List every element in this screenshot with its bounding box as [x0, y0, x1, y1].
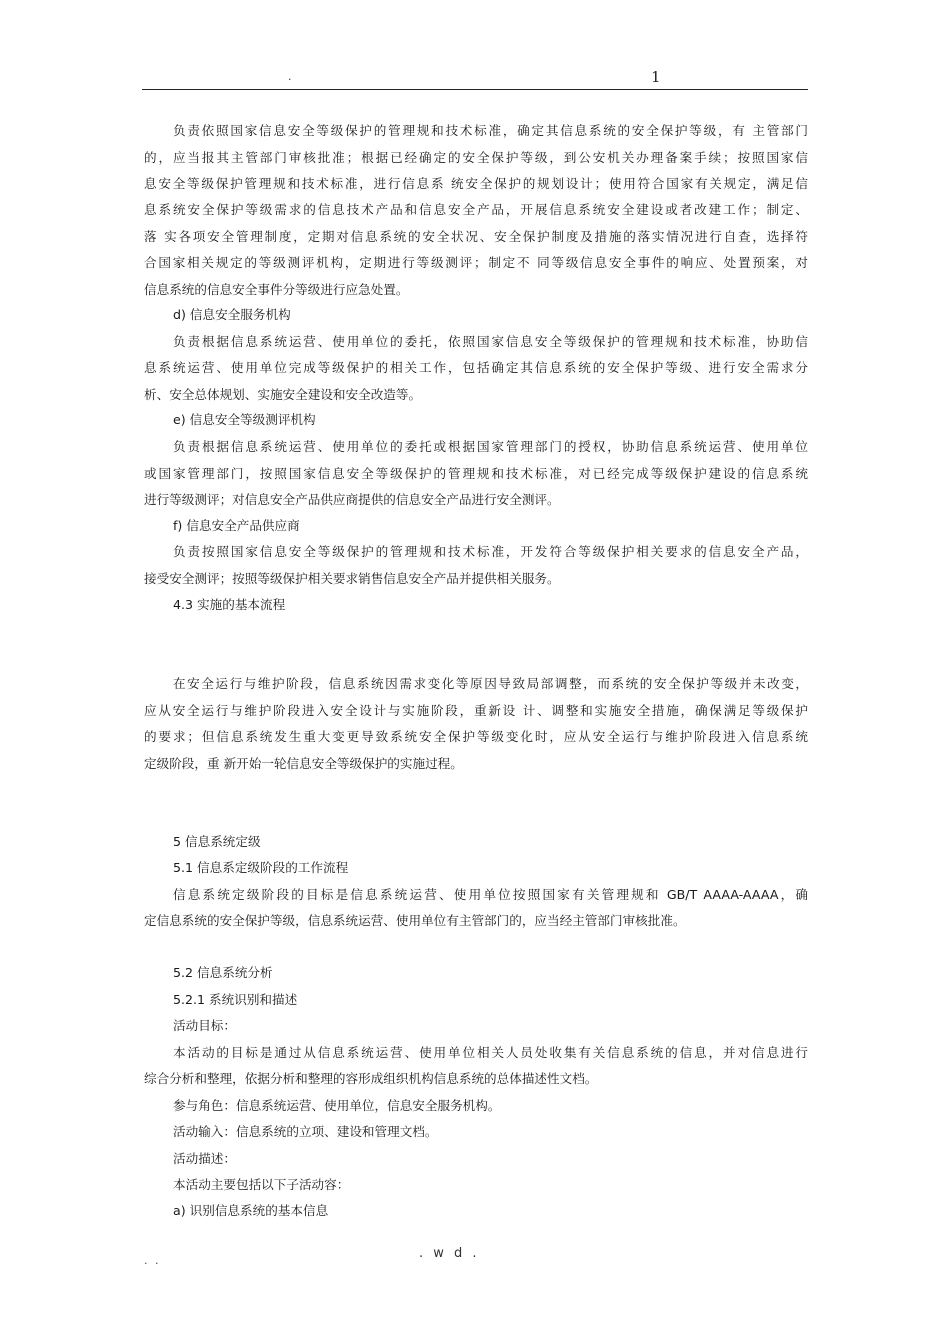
list-heading-d: d) 信息安全服务机构	[173, 307, 291, 322]
paragraph-line: 定信息系统的安全保护等级，信息系统运营、使用单位有主管部门的，应当经主管部门审核批准。	[144, 913, 686, 928]
paragraph-line: 本活动主要包括以下子活动容：	[173, 1177, 350, 1192]
paragraph-line: 信息系统定级阶段的目标是信息系统运营、使用单位按照国家有关管理规和 GB/T AAAA-AAAA，确	[173, 887, 808, 902]
section-heading-5-2-1: 5.2.1 系统识别和描述	[173, 992, 298, 1007]
label-activity-goal: 活动目标：	[173, 1018, 236, 1033]
label-description: 活动描述：	[173, 1151, 236, 1166]
list-heading-e: e) 信息安全等级测评机构	[173, 412, 316, 427]
section-heading-4-3: 4.3 实施的基本流程	[173, 597, 286, 612]
section-heading-5-1: 5.1 信息系定级阶段的工作流程	[173, 860, 349, 875]
label-roles: 参与角色：信息系统运营、使用单位，信息安全服务机构。	[173, 1098, 501, 1113]
paragraph-line: 息安全等级保护管理规和技术标准，进行信息系 统安全保护的规划设计；使用符合国家有关规定，满足信	[144, 176, 808, 191]
paragraph-line: 负责依照国家信息安全等级保护的管理规和技术标准，确定其信息系统的安全保护等级，有 主管部门	[173, 123, 808, 138]
page-number: 1	[651, 68, 661, 86]
paragraph-line: 接受安全测评；按照等级保护相关要求销售信息安全产品并提供相关服务。	[144, 571, 560, 586]
header-mark: .	[288, 70, 292, 83]
header-rule	[142, 89, 808, 90]
section-heading-5-2: 5.2 信息系统分析	[173, 965, 273, 980]
paragraph-line: 综合分析和整理，依据分析和整理的容形成组织机构信息系统的总体描述性文档。	[144, 1071, 598, 1086]
paragraph-line: 的，应当报其主管部门审核批准；根据已经确定的安全保护等级，到公安机关办理备案手续；按照国家信	[144, 150, 808, 165]
paragraph-line: 合国家相关规定的等级测评机构，定期进行等级测评；制定不 同等级信息安全事件的响应、处置预案，对	[144, 255, 808, 270]
footer-center-mark: . w d .	[419, 1246, 480, 1261]
paragraph-line: 息系统安全保护等级需求的信息技术产品和信息安全产品，开展信息系统安全建设或者改建工作；制定、	[144, 202, 808, 217]
paragraph-line: 信息系统的信息安全事件分等级进行应急处置。	[144, 282, 409, 297]
paragraph-line: 负责根据信息系统运营、使用单位的委托或根据国家管理部门的授权，协助信息系统运营、使用单位	[173, 439, 808, 454]
paragraph-line: 定级阶段，重 新开始一轮信息安全等级保护的实施过程。	[144, 756, 463, 771]
paragraph-line: 的要求；但信息系统发生重大变更导致系统安全保护等级变化时，应从安全运行与维护阶段进入信息系统	[144, 729, 808, 744]
section-heading-5: 5 信息系统定级	[173, 834, 261, 849]
paragraph-line: 负责按照国家信息安全等级保护的管理规和技术标准，开发符合等级保护相关要求的信息安全产品，	[173, 544, 808, 559]
paragraph-line: 息系统运营、使用单位完成等级保护的相关工作，包括确定其信息系统的安全保护等级、进行安全需求分	[144, 360, 808, 375]
paragraph-line: 应从安全运行与维护阶段进入安全设计与实施阶段，重新设 计、调整和实施安全措施，确保满足等级保护	[144, 703, 808, 718]
paragraph-line: 或国家管理部门，按照国家信息安全等级保护的管理规和技术标准，对已经完成等级保护建设的信息系统	[144, 466, 808, 481]
paragraph-line: 进行等级测评；对信息安全产品供应商提供的信息安全产品进行安全测评。	[144, 492, 560, 507]
paragraph-line: 负责根据信息系统运营、使用单位的委托，依照国家信息安全等级保护的管理规和技术标准，协助信	[173, 334, 808, 349]
paragraph-line: 本活动的目标是通过从信息系统运营、使用单位相关人员处收集有关信息系统的信息，并对信息进行	[173, 1045, 808, 1060]
paragraph-line: 落 实各项安全管理制度，定期对信息系统的安全状况、安全保护制度及措施的落实情况进行自查，选择符	[144, 229, 808, 244]
paragraph-line: 析、安全总体规划、实施安全建设和安全改造等。	[144, 387, 422, 402]
label-input: 活动输入：信息系统的立项、建设和管理文档。	[173, 1124, 438, 1139]
footer-left-mark: . .	[144, 1254, 161, 1267]
list-heading-f: f) 信息安全产品供应商	[173, 518, 300, 533]
paragraph-line: 在安全运行与维护阶段，信息系统因需求变化等原因导致局部调整，而系统的安全保护等级并未改变，	[173, 676, 808, 691]
list-heading-a: a) 识别信息系统的基本信息	[173, 1203, 329, 1218]
